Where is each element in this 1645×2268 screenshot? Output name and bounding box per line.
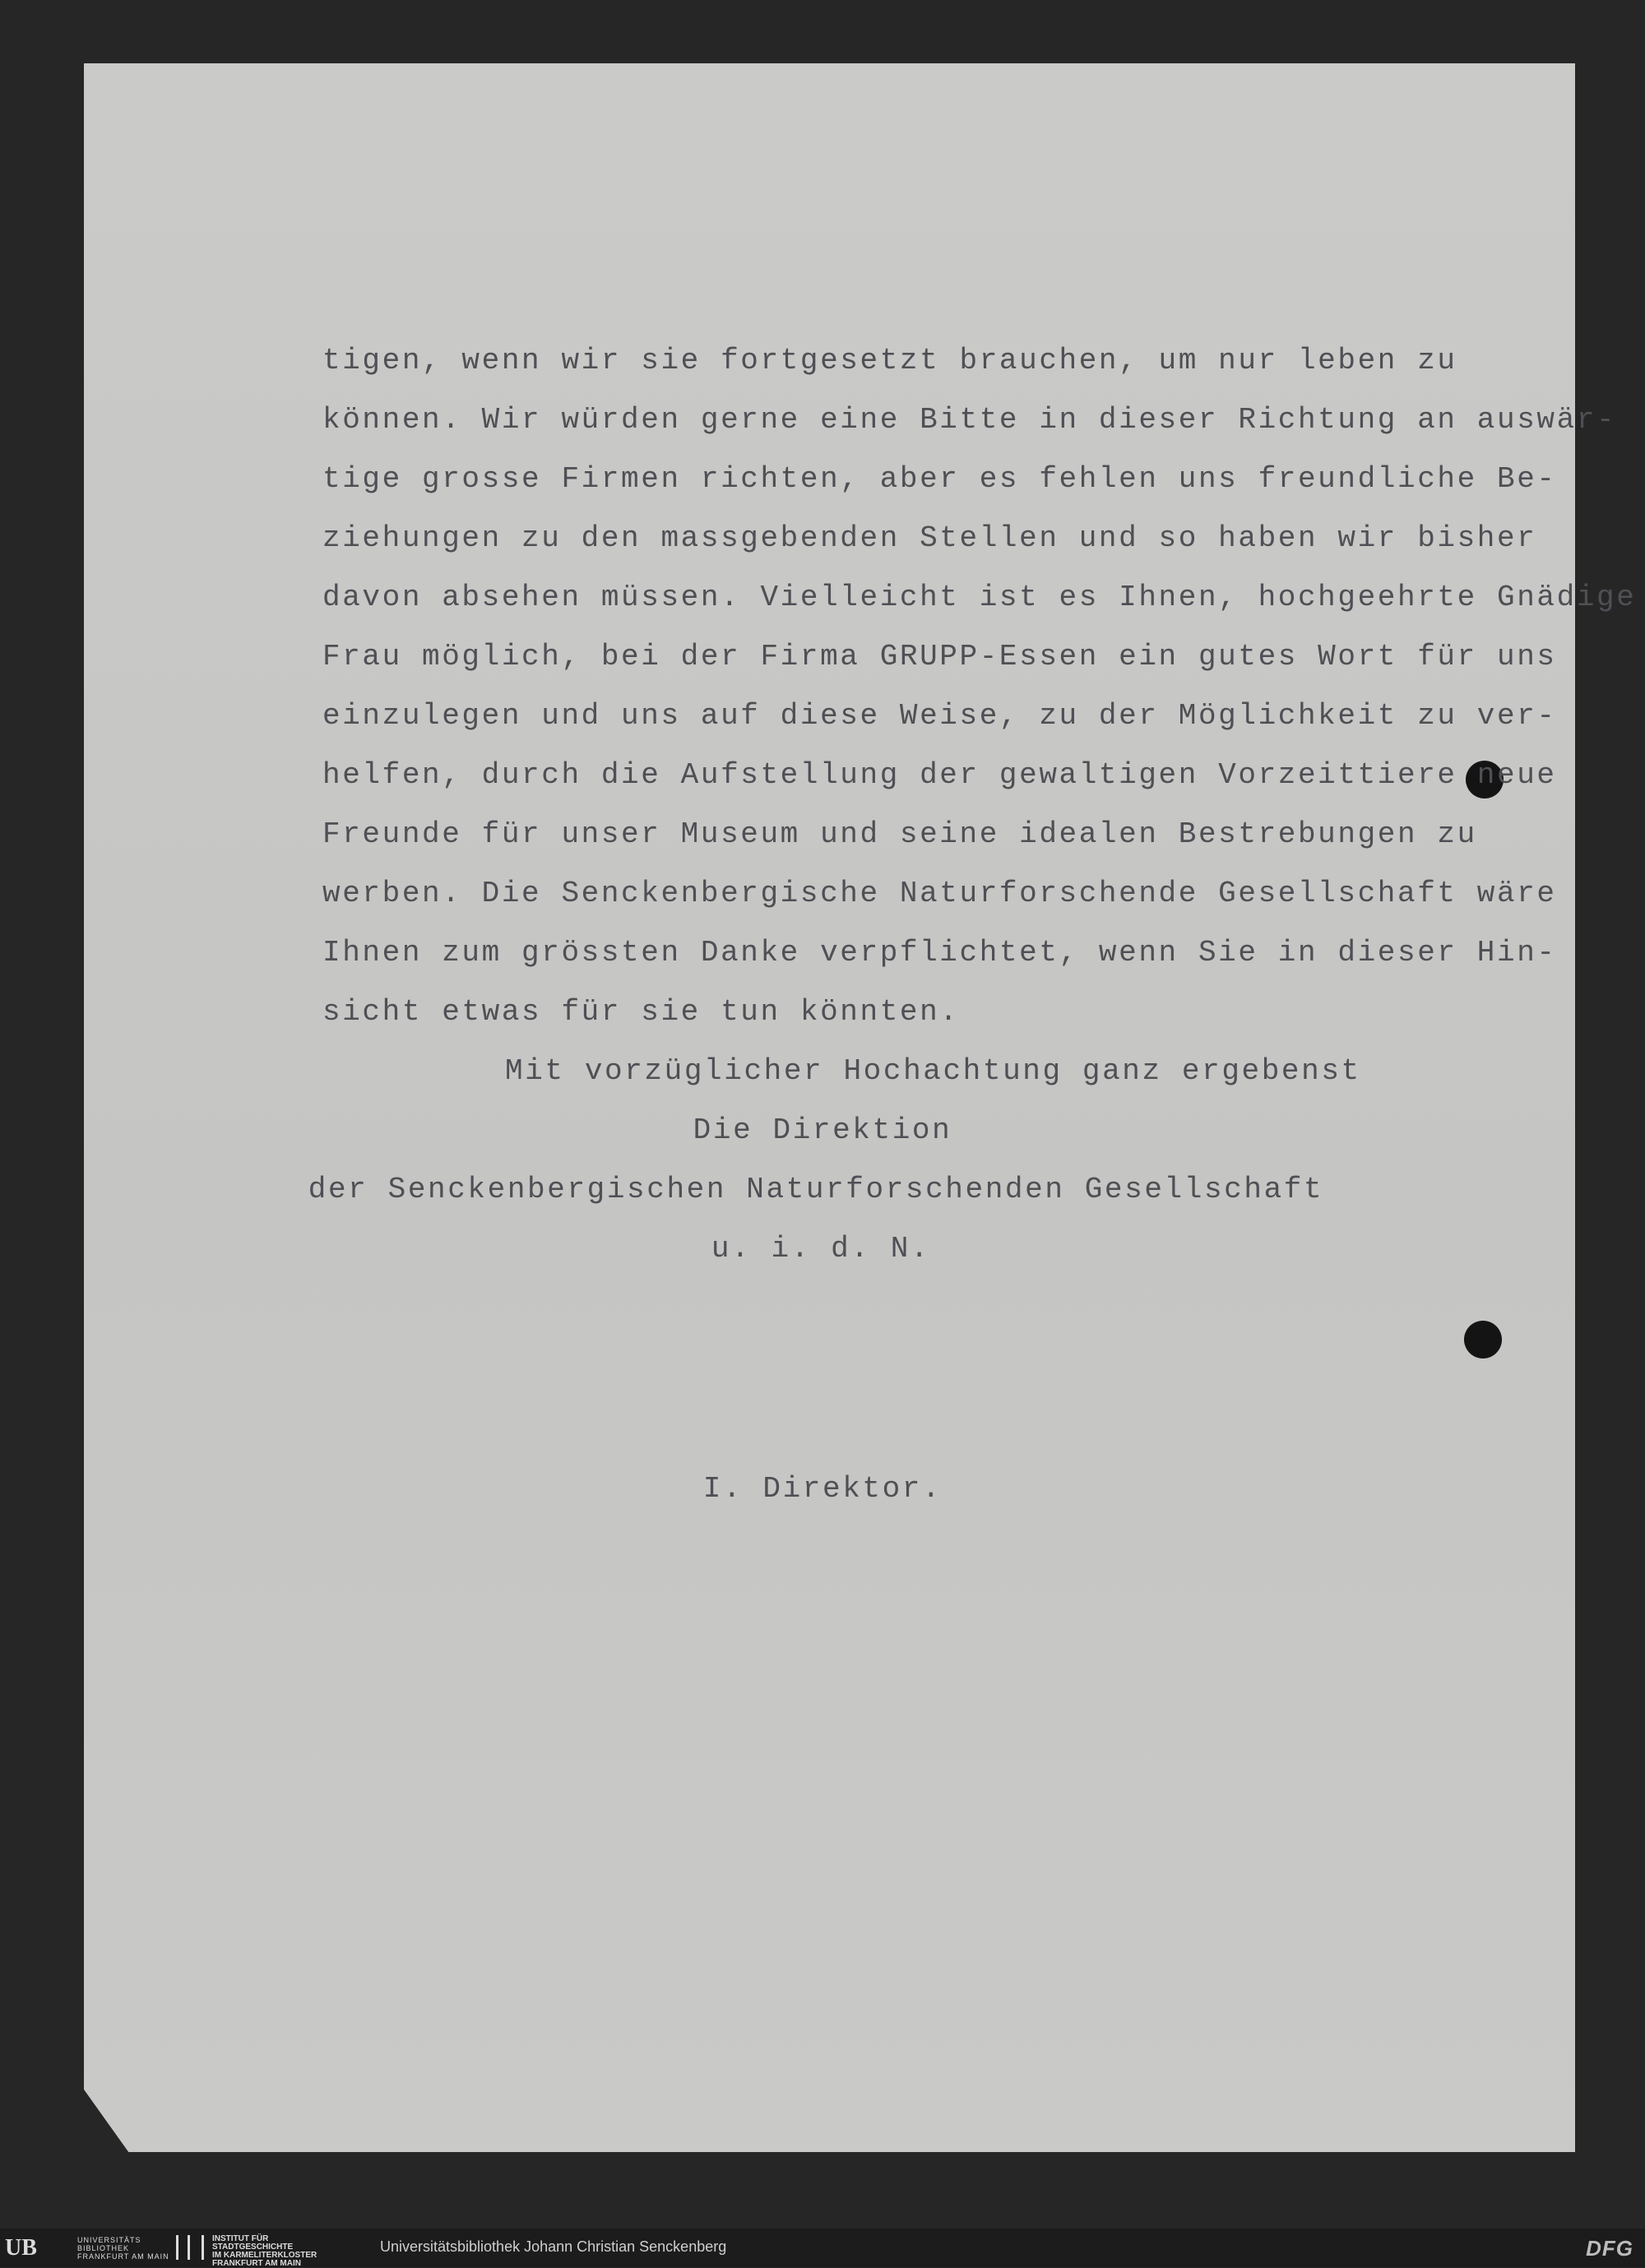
body-line: Ihnen zum grössten Danke verpflichtet, wenn Sie in dieser Hin- [322, 936, 1557, 970]
body-line: Freunde für unser Museum und seine idealen Bestrebungen zu [322, 817, 1477, 851]
body-line: sicht etwas für sie tun könnten. [322, 995, 960, 1029]
library-credit: Universitätsbibliothek Johann Christian Senckenberg [380, 2238, 727, 2255]
signature-organization-full: der Senckenbergischen Naturforschenden Gesellschaft [308, 1173, 1324, 1206]
body-line: davon absehen müssen. Vielleicht ist es Ihnen, hochgeehrte Gnädige [322, 581, 1637, 614]
body-line: einzulegen und uns auf diese Weise, zu der Möglichkeit zu ver- [322, 699, 1557, 733]
dfg-logo: DFG [1586, 2236, 1633, 2261]
institute-city-history-logo [176, 2233, 357, 2268]
body-line: werben. Die Senckenbergische Naturforschende Gesellschaft wäre [322, 877, 1557, 910]
signature-abbreviation: u. i. d. N. [711, 1232, 931, 1266]
closing-salutation: Mit vorzüglicher Hochachtung ganz ergebenst [505, 1054, 1361, 1088]
ub-logo-mark: UB [5, 2235, 37, 2261]
body-line: tige grosse Firmen richten, aber es fehlen uns freundliche Be- [322, 462, 1557, 496]
institute-logo-text: INSTITUT FÜR STADTGESCHICHTE IM KARMELITERKLOSTER FRANKFURT AM MAIN [212, 2234, 317, 2268]
signatory-title: I. Direktor. [702, 1472, 943, 1506]
punch-hole-lower [1464, 1321, 1502, 1358]
body-line: tigen, wenn wir sie fortgesetzt brauchen, um nur leben zu [322, 344, 1457, 377]
university-library-logo [5, 2233, 169, 2261]
signature-organization: Die Direktion [693, 1113, 952, 1147]
body-line: können. Wir würden gerne eine Bitte in dieser Richtung an auswär- [322, 403, 1617, 437]
body-line: helfen, durch die Aufstellung der gewaltigen Vorzeittiere neue [322, 758, 1557, 792]
body-line: ziehungen zu den massgebenden Stellen und so haben wir bisher [322, 521, 1537, 555]
institute-logo-icon [176, 2235, 204, 2260]
archive-footer-bar [0, 2229, 1645, 2267]
ub-logo-text: UNIVERSITÄTS BIBLIOTHEK FRANKFURT AM MAIN [77, 2236, 169, 2261]
body-line: Frau möglich, bei der Firma GRUPP-Essen ein gutes Wort für uns [322, 640, 1557, 673]
